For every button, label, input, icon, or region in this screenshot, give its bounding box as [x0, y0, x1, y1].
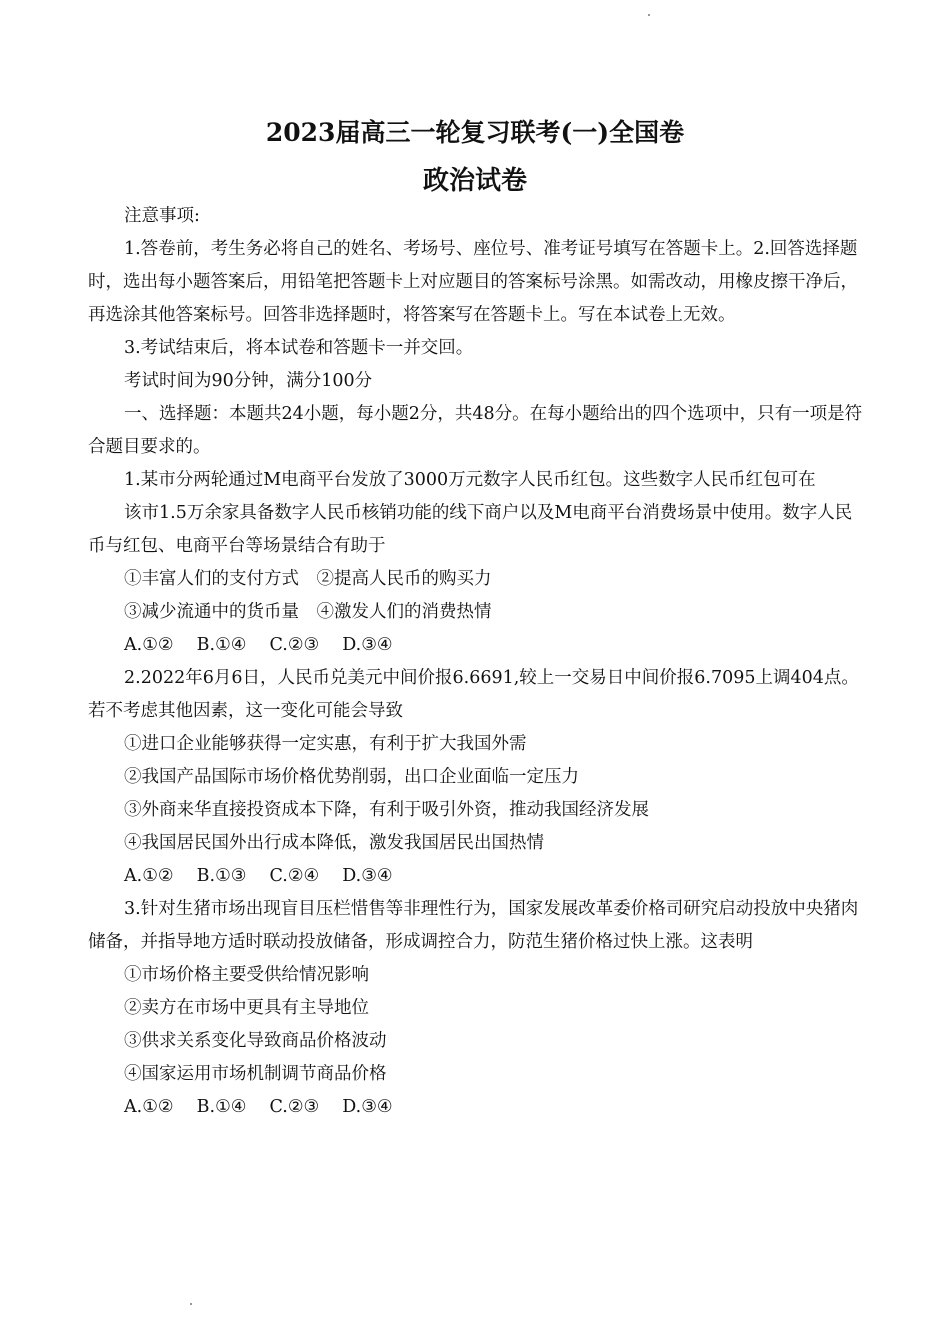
scan-speck — [190, 1303, 192, 1305]
question-2-item: ④我国居民国外出行成本降低，激发我国居民出国热情 — [124, 833, 544, 853]
question-2-item: ②我国产品国际市场价格优势削弱，出口企业面临一定压力 — [124, 767, 579, 787]
notice-item-1: 1.答卷前，考生务必将自己的姓名、考场号、座位号、准考证号填写在答题卡上。2.回答选择题时，选出每小题答案后，用铅笔把答题卡上对应题目的答案标号涂黑。如需改动，用橡皮擦干净后，再选涂其他答案标号。回答非选择题时，将答案写在答题卡上。写在本试卷上无效。 — [88, 239, 858, 325]
question-3-item: ④国家运用市场机制调节商品价格 — [124, 1064, 387, 1084]
question-3-stem: 3.针对生猪市场出现盲目压栏惜售等非理性行为，国家发展改革委价格司研究启动投放中央猪肉储备，并指导地方适时联动投放储备，形成调控合力，防范生猪价格过快上涨。这表明 — [88, 899, 859, 952]
exam-body — [88, 200, 863, 1124]
question-1-stem: 1.某市分两轮通过M电商平台发放了3000万元数字人民币红包。这些数字人民币红包可在 — [124, 470, 816, 490]
exam-title: 2023届高三一轮复习联考(一)全国卷 — [265, 118, 685, 147]
scan-speck — [648, 14, 650, 16]
question-2-item: ③外商来华直接投资成本下降，有利于吸引外资，推动我国经济发展 — [124, 800, 649, 820]
question-1-choices: A.①② B.①④ C.②③ D.③④ — [124, 635, 393, 655]
question-2-choices: A.①② B.①③ C.②④ D.③④ — [124, 866, 393, 886]
notice-heading: 注意事项: — [124, 206, 200, 226]
question-2-stem: 2.2022年6月6日，人民币兑美元中间价报6.6691,较上一交易日中间价报6.7095上调404点。若不考虑其他因素，这一变化可能会导致 — [88, 668, 859, 721]
section-heading: 一、选择题：本题共24小题，每小题2分，共48分。在每小题给出的四个选项中，只有一项是符合题目要求的。 — [88, 404, 863, 457]
question-1-item: ③减少流通中的货币量 ④激发人们的消费热情 — [124, 602, 492, 622]
question-3-item: ②卖方在市场中更具有主导地位 — [124, 998, 369, 1018]
question-2-item: ①进口企业能够获得一定实惠，有利于扩大我国外需 — [124, 734, 527, 754]
question-3-item: ③供求关系变化导致商品价格波动 — [124, 1031, 387, 1051]
question-3-choices: A.①② B.①④ C.②③ D.③④ — [124, 1097, 393, 1117]
question-3-item: ①市场价格主要受供给情况影响 — [124, 965, 369, 985]
exam-time: 考试时间为90分钟，满分100分 — [124, 371, 373, 391]
notice-item-3: 3.考试结束后，将本试卷和答题卡一并交回。 — [124, 338, 474, 358]
exam-subtitle: 政治试卷 — [422, 166, 527, 196]
question-1-item: ①丰富人们的支付方式 ②提高人民币的购买力 — [124, 569, 492, 589]
question-1-stem-cont: 该市1.5万余家具备数字人民币核销功能的线下商户以及M电商平台消费场景中使用。数字人民币与红包、电商平台等场景结合有助于 — [88, 503, 853, 556]
